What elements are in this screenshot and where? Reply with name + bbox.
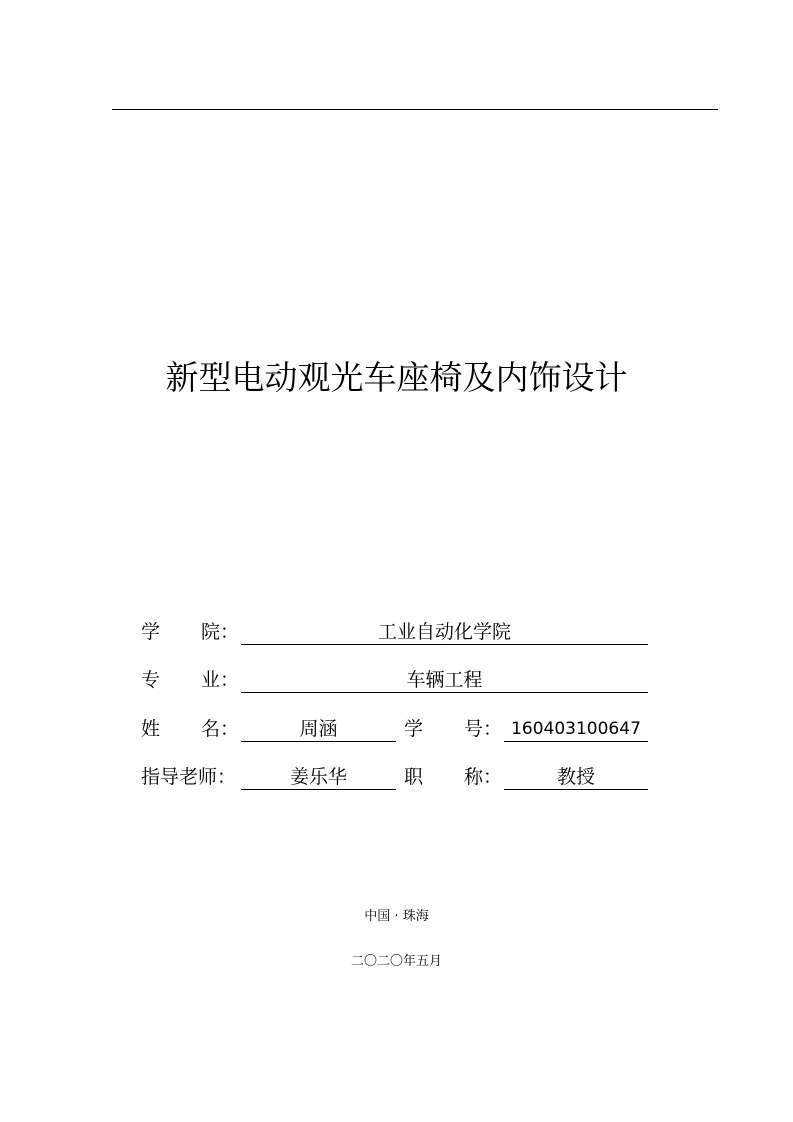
location-text: 中国 · 珠海 — [364, 909, 429, 924]
title-label-char1: 职 — [404, 766, 424, 788]
thesis-title: 新型电动观光车座椅及内饰设计 — [165, 358, 628, 397]
student-id-label-char2: 号： — [464, 718, 503, 740]
college-field: 工业自动化学院 — [241, 620, 648, 645]
major-label-char1: 专 — [141, 669, 161, 691]
title-field: 教授 — [504, 765, 648, 790]
major-label-char2: 业： — [201, 669, 240, 691]
name-label-char2: 名： — [201, 718, 240, 740]
advisor-field: 姜乐华 — [241, 765, 396, 790]
student-id-label-char1: 学 — [404, 718, 424, 740]
student-id-field: 160403100647 — [504, 717, 648, 742]
college-label-char1: 学 — [141, 621, 161, 643]
date-text: 二〇二〇年五月 — [350, 954, 442, 969]
title-label-char2: 称： — [464, 766, 503, 788]
advisor-label: 指导老师： — [141, 766, 237, 788]
name-label-char1: 姓 — [141, 718, 161, 740]
major-field: 车辆工程 — [241, 668, 648, 693]
college-label-char2: 院： — [201, 621, 240, 643]
header-rule — [112, 109, 718, 110]
name-field: 周涵 — [241, 717, 396, 742]
